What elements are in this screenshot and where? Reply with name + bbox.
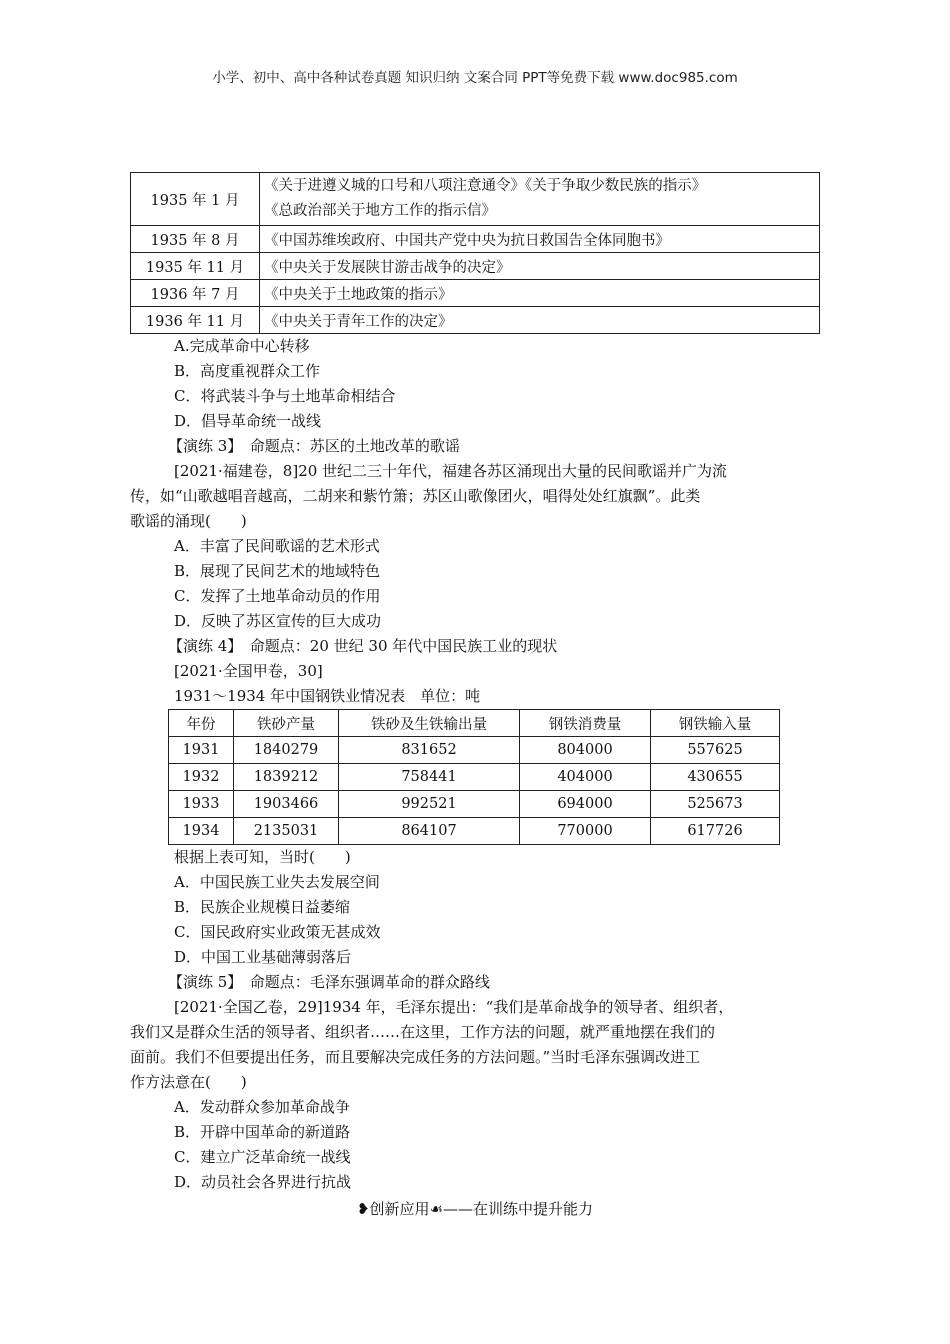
footer-subtitle: ——在训练中提升能力 [443,1200,594,1218]
question-stem: 作方法意在( ) [130,1073,247,1091]
page-content [130,172,820,1222]
table-cell: 770000 [520,818,651,845]
table-cell: 617726 [651,818,780,845]
option-c: C．发挥了土地革命动员的作用 [174,587,381,605]
question-stem: [2021·福建卷，8]20 世纪二三十年代，福建各苏区涌现出大量的民间歌谣并广为流 [174,462,728,480]
leaf-icon: ❥ [356,1200,370,1218]
table-cell: 1932 [169,764,234,791]
question-source: [2021·全国甲卷，30] [174,662,323,680]
table-row [169,737,780,764]
question-stem: 面前。我们不但要提出任务，而且要解决完成任务的方法问题。”当时毛泽东强调改进工 [130,1048,701,1066]
table-header-row [169,710,780,737]
documents-table [130,172,820,334]
section-footer [130,1197,820,1222]
option-b: B．开辟中国革命的新道路 [174,1123,351,1141]
column-header: 铁砂及生铁输出量 [339,710,520,737]
table-row [131,307,820,334]
column-header: 钢铁消费量 [520,710,651,737]
table-row [169,818,780,845]
steel-table [168,709,780,845]
question-heading: 【演练 5】 命题点：毛泽东强调革命的群众路线 [168,973,490,991]
option-b: B．高度重视群众工作 [174,362,321,380]
table-row [131,280,820,307]
option-d: D．倡导革命统一战线 [174,412,322,430]
table-cell: 1931 [169,737,234,764]
cell-line: 《总政治部关于地方工作的指示信》 [264,203,496,219]
table-cell: 《中央关于发展陕甘游击战争的决定》 [260,253,820,280]
option-c: C．建立广泛革命统一战线 [174,1148,351,1166]
option-d: D．反映了苏区宣传的巨大成功 [174,612,382,630]
question-stem: [2021·全国乙卷，29]1934 年，毛泽东提出：“我们是革命战争的领导者、组织者， [174,998,734,1016]
table-cell: 2135031 [234,818,339,845]
option-b: B．民族企业规模日益萎缩 [174,898,351,916]
page-header: 小学、初中、高中各种试卷真题 知识归纳 文案合同 PPT等免费下载 www.doc985.com [212,70,738,86]
option-d: D．中国工业基础薄弱落后 [174,948,352,966]
cell-line: 《关于进遵义城的口号和八项注意通令》《关于争取少数民族的指示》 [264,178,707,194]
option-c: C．将武装斗争与土地革命相结合 [174,387,396,405]
option-a: A.完成革命中心转移 [174,337,310,355]
footer-title: 创新应用 [369,1200,430,1218]
table-cell [260,173,820,226]
table-cell: 430655 [651,764,780,791]
table-cell: 1936 年 11 月 [131,307,260,334]
table-title: 1931～1934 年中国钢铁业情况表 单位：吨 [174,687,481,705]
table-row [131,226,820,253]
table-cell: 864107 [339,818,520,845]
question-stem: 根据上表可知，当时( ) [174,848,351,866]
table-row [131,173,820,226]
table-cell: 1933 [169,791,234,818]
table-cell: 《中国苏维埃政府、中国共产党中央为抗日救国告全体同胞书》 [260,226,820,253]
option-b: B．展现了民间艺术的地域特色 [174,562,381,580]
table-cell: 758441 [339,764,520,791]
column-header: 年份 [169,710,234,737]
table-cell: 992521 [339,791,520,818]
column-header: 钢铁输入量 [651,710,780,737]
question-stem: 我们又是群众生活的领导者、组织者……在这里，工作方法的问题，就严重地摆在我们的 [130,1023,716,1041]
table-cell: 804000 [520,737,651,764]
option-a: A．中国民族工业失去发展空间 [174,873,380,891]
column-header: 铁砂产量 [234,710,339,737]
table-cell: 1839212 [234,764,339,791]
table-cell: 1903466 [234,791,339,818]
table-cell: 525673 [651,791,780,818]
option-c: C．国民政府实业政策无甚成效 [174,923,381,941]
question-heading: 【演练 3】 命题点：苏区的土地改革的歌谣 [168,437,460,455]
table-cell: 《中央关于青年工作的决定》 [260,307,820,334]
option-a: A．丰富了民间歌谣的艺术形式 [174,537,380,555]
table-row [131,253,820,280]
table-row [169,791,780,818]
table-cell: 《中央关于土地政策的指示》 [260,280,820,307]
table-cell: 1840279 [234,737,339,764]
table-cell: 831652 [339,737,520,764]
question-stem: 传，如“山歌越唱音越高，二胡来和紫竹箫；苏区山歌像团火，唱得处处红旗飘”。此类 [130,487,701,505]
table-cell: 557625 [651,737,780,764]
table-cell: 1936 年 7 月 [131,280,260,307]
table-cell: 1935 年 8 月 [131,226,260,253]
option-d: D．动员社会各界进行抗战 [174,1173,352,1191]
table-cell: 1934 [169,818,234,845]
question-stem: 歌谣的涌现( ) [130,512,247,530]
table-cell: 1935 年 1 月 [131,173,260,226]
question-heading: 【演练 4】 命题点：20 世纪 30 年代中国民族工业的现状 [168,637,558,655]
table-row [169,764,780,791]
table-cell: 404000 [520,764,651,791]
table-cell: 1935 年 11 月 [131,253,260,280]
option-a: A．发动群众参加革命战争 [174,1098,350,1116]
bookmark-icon: ☙ [429,1200,444,1218]
table-cell: 694000 [520,791,651,818]
